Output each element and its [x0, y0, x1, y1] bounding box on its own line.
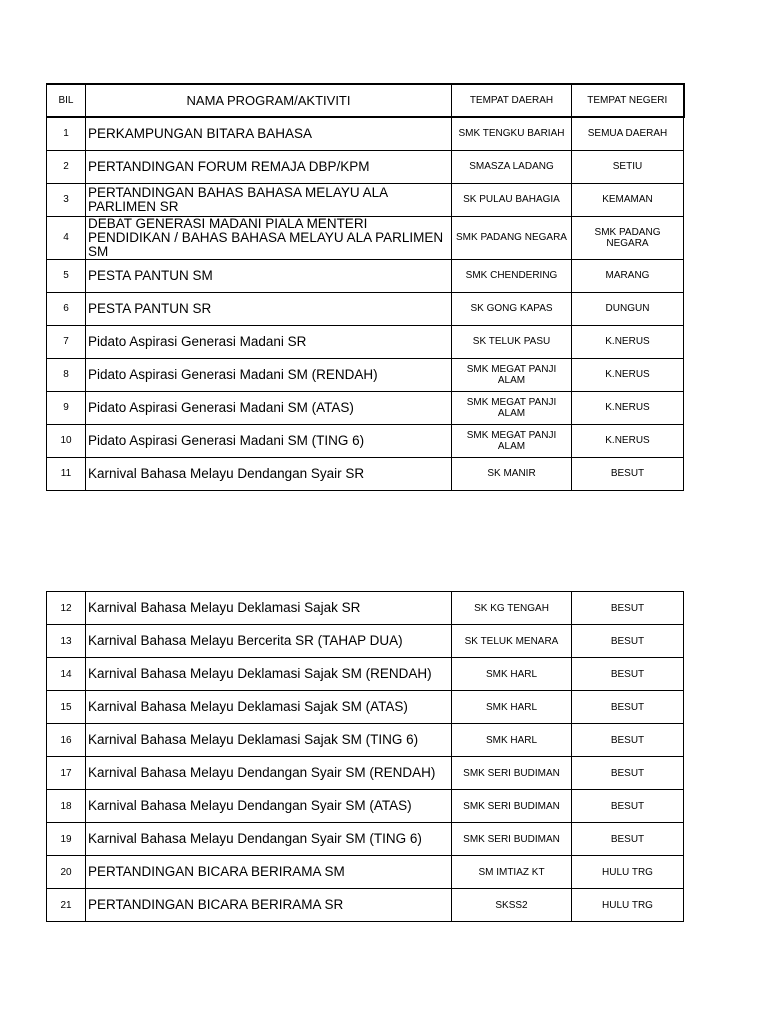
program-name: PESTA PANTUN SR: [86, 292, 452, 325]
program-name: Pidato Aspirasi Generasi Madani SM (RENDAH): [86, 358, 452, 391]
tempat-daerah: SK TELUK PASU: [452, 325, 572, 358]
tempat-negeri: BESUT: [572, 823, 684, 856]
row-number: 3: [47, 183, 86, 216]
row-number: 6: [47, 292, 86, 325]
program-name: Pidato Aspirasi Generasi Madani SM (TING 6): [86, 424, 452, 457]
tempat-negeri: K.NERUS: [572, 358, 684, 391]
tempat-daerah: SKSS2: [452, 889, 572, 922]
program-name: PERKAMPUNGAN BITARA BAHASA: [86, 117, 452, 150]
row-number: 10: [47, 424, 86, 457]
tempat-daerah: SMK MEGAT PANJI ALAM: [452, 358, 572, 391]
program-name: Karnival Bahasa Melayu Dendangan Syair SR: [86, 457, 452, 490]
tempat-daerah: SMK PADANG NEGARA: [452, 216, 572, 259]
row-number: 21: [47, 889, 86, 922]
header-tempat-daerah: TEMPAT DAERAH: [452, 84, 572, 117]
tempat-daerah: SMK SERI BUDIMAN: [452, 757, 572, 790]
tempat-negeri: SETIU: [572, 150, 684, 183]
row-number: 16: [47, 724, 86, 757]
tempat-daerah: SMK SERI BUDIMAN: [452, 790, 572, 823]
table-row: [47, 292, 684, 325]
program-table-part-2: [46, 591, 684, 922]
program-name: Karnival Bahasa Melayu Deklamasi Sajak SR: [86, 592, 452, 625]
row-number: 11: [47, 457, 86, 490]
program-name: PESTA PANTUN SM: [86, 259, 452, 292]
row-number: 4: [47, 216, 86, 259]
table-row: [47, 325, 684, 358]
table-row: [47, 856, 684, 889]
program-name: Karnival Bahasa Melayu Dendangan Syair SM (ATAS): [86, 790, 452, 823]
program-name: PERTANDINGAN FORUM REMAJA DBP/KPM: [86, 150, 452, 183]
header-tempat-negeri: TEMPAT NEGERI: [572, 84, 684, 117]
table-row: [47, 259, 684, 292]
row-number: 5: [47, 259, 86, 292]
row-number: 17: [47, 757, 86, 790]
tempat-negeri: BESUT: [572, 658, 684, 691]
tempat-daerah: SK GONG KAPAS: [452, 292, 572, 325]
table-row: [47, 391, 684, 424]
table-row: [47, 757, 684, 790]
table-row: [47, 790, 684, 823]
program-name: PERTANDINGAN BICARA BERIRAMA SR: [86, 889, 452, 922]
table-body-part-1: [47, 117, 684, 490]
table-row: [47, 889, 684, 922]
program-name: Karnival Bahasa Melayu Dendangan Syair SM (TING 6): [86, 823, 452, 856]
program-name: Pidato Aspirasi Generasi Madani SM (ATAS): [86, 391, 452, 424]
table-row: [47, 457, 684, 490]
tempat-daerah: SK TELUK MENARA: [452, 625, 572, 658]
program-name: Karnival Bahasa Melayu Deklamasi Sajak SM (ATAS): [86, 691, 452, 724]
program-name: Karnival Bahasa Melayu Deklamasi Sajak SM (TING 6): [86, 724, 452, 757]
tempat-negeri: K.NERUS: [572, 325, 684, 358]
tempat-negeri: HULU TRG: [572, 856, 684, 889]
table-row: [47, 724, 684, 757]
program-name: Karnival Bahasa Melayu Bercerita SR (TAHAP DUA): [86, 625, 452, 658]
program-name: PERTANDINGAN BICARA BERIRAMA SM: [86, 856, 452, 889]
tempat-negeri: K.NERUS: [572, 391, 684, 424]
table-row: [47, 117, 684, 150]
tempat-negeri: MARANG: [572, 259, 684, 292]
row-number: 19: [47, 823, 86, 856]
row-number: 13: [47, 625, 86, 658]
table-row: [47, 823, 684, 856]
tempat-daerah: SMK CHENDERING: [452, 259, 572, 292]
tempat-negeri: HULU TRG: [572, 889, 684, 922]
tempat-negeri: SMK PADANG NEGARA: [572, 216, 684, 259]
program-name: Karnival Bahasa Melayu Dendangan Syair SM (RENDAH): [86, 757, 452, 790]
tempat-negeri: BESUT: [572, 757, 684, 790]
table-row: [47, 424, 684, 457]
tempat-daerah: SMK HARL: [452, 691, 572, 724]
table-header-row: [47, 84, 684, 117]
row-number: 7: [47, 325, 86, 358]
row-number: 15: [47, 691, 86, 724]
row-number: 12: [47, 592, 86, 625]
tempat-negeri: BESUT: [572, 691, 684, 724]
tempat-negeri: BESUT: [572, 790, 684, 823]
tempat-negeri: BESUT: [572, 592, 684, 625]
tempat-daerah: SMK SERI BUDIMAN: [452, 823, 572, 856]
tempat-negeri: SEMUA DAERAH: [572, 117, 684, 150]
table-row: [47, 216, 684, 259]
tempat-daerah: SMK TENGKU BARIAH: [452, 117, 572, 150]
tempat-daerah: SMK MEGAT PANJI ALAM: [452, 424, 572, 457]
header-nama-program: NAMA PROGRAM/AKTIVITI: [86, 84, 452, 117]
table-body-part-2: [47, 592, 684, 922]
table-row: [47, 150, 684, 183]
table-row: [47, 658, 684, 691]
header-bil: BIL: [47, 84, 86, 117]
tempat-daerah: SK MANIR: [452, 457, 572, 490]
tempat-negeri: K.NERUS: [572, 424, 684, 457]
table-row: [47, 592, 684, 625]
row-number: 18: [47, 790, 86, 823]
table-row: [47, 358, 684, 391]
program-name: Karnival Bahasa Melayu Deklamasi Sajak SM (RENDAH): [86, 658, 452, 691]
table-row: [47, 625, 684, 658]
row-number: 1: [47, 117, 86, 150]
row-number: 14: [47, 658, 86, 691]
tempat-negeri: KEMAMAN: [572, 183, 684, 216]
tempat-negeri: BESUT: [572, 625, 684, 658]
program-table-part-1: [46, 83, 685, 491]
tempat-daerah: SMK HARL: [452, 658, 572, 691]
tempat-daerah: SK KG TENGAH: [452, 592, 572, 625]
tempat-daerah: SMK MEGAT PANJI ALAM: [452, 391, 572, 424]
row-number: 8: [47, 358, 86, 391]
table-row: [47, 691, 684, 724]
tempat-daerah: SM IMTIAZ KT: [452, 856, 572, 889]
program-name: Pidato Aspirasi Generasi Madani SR: [86, 325, 452, 358]
tempat-negeri: DUNGUN: [572, 292, 684, 325]
row-number: 20: [47, 856, 86, 889]
tempat-negeri: BESUT: [572, 457, 684, 490]
row-number: 9: [47, 391, 86, 424]
program-name: PERTANDINGAN BAHAS BAHASA MELAYU ALA PARLIMEN SR: [86, 183, 452, 216]
tempat-daerah: SMASZA LADANG: [452, 150, 572, 183]
tempat-daerah: SMK HARL: [452, 724, 572, 757]
tempat-daerah: SK PULAU BAHAGIA: [452, 183, 572, 216]
program-name: DEBAT GENERASI MADANI PIALA MENTERI PENDIDIKAN / BAHAS BAHASA MELAYU ALA PARLIMEN SM: [86, 216, 452, 259]
row-number: 2: [47, 150, 86, 183]
table-row: [47, 183, 684, 216]
tempat-negeri: BESUT: [572, 724, 684, 757]
